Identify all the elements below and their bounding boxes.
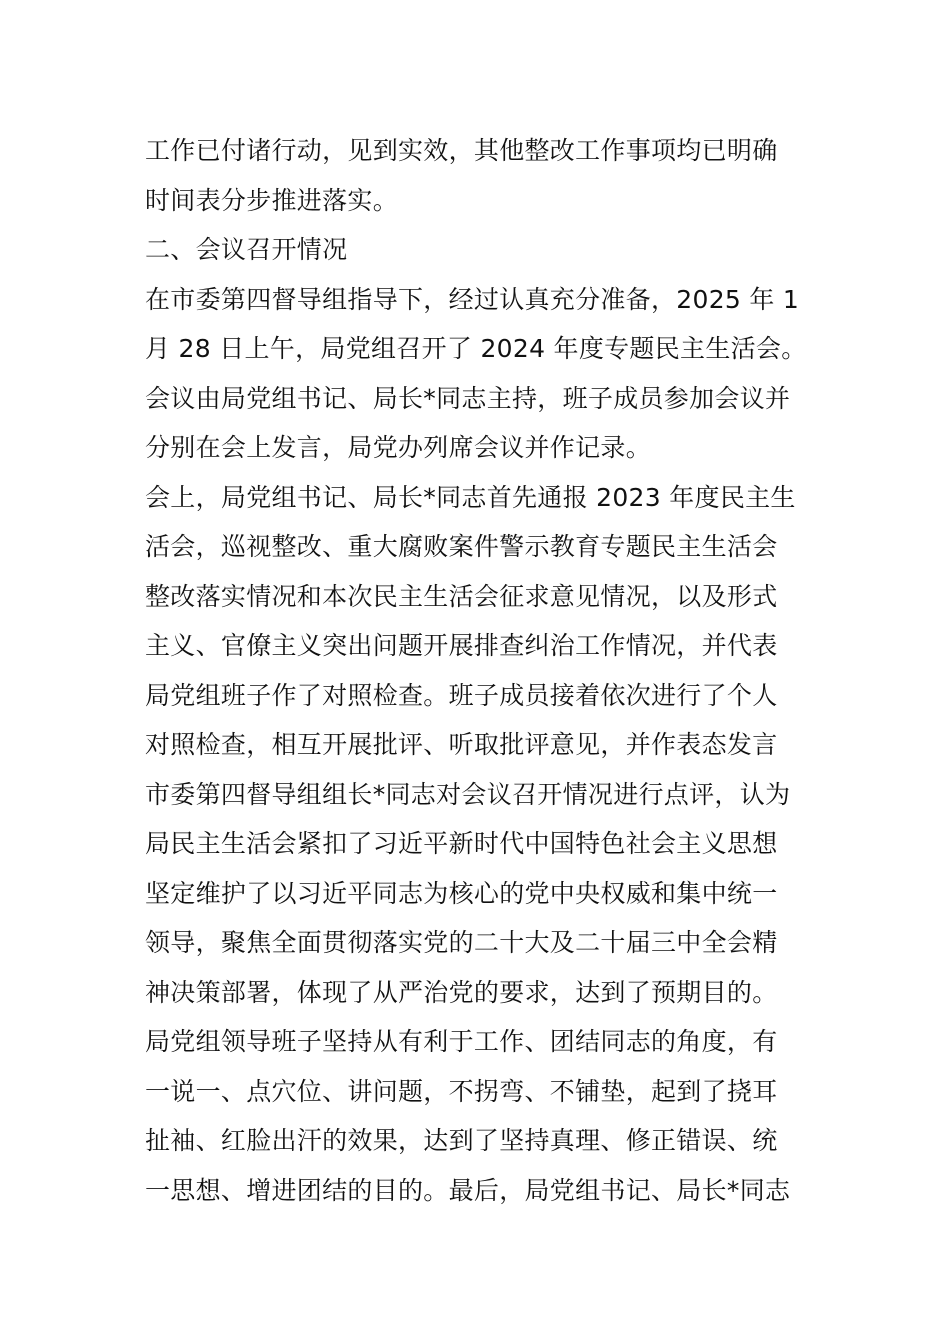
body-text xyxy=(145,126,815,1215)
text-line-19: 局党组领导班子坚持从有利于工作、团结同志的角度，有 xyxy=(145,1027,778,1056)
section-heading: 二、会议召开情况 xyxy=(145,235,348,264)
text-line-22: 一思想、增进团结的目的。最后，局党组书记、局长*同志 xyxy=(145,1175,791,1205)
text-line-15: 局民主生活会紧扣了习近平新时代中国特色社会主义思想 xyxy=(145,829,778,858)
text-line-18: 神决策部署，体现了从严治党的要求，达到了预期目的。 xyxy=(145,977,778,1007)
text-line-5: 月 28 日上午，局党组召开了 2024 年度专题民主生活会。 xyxy=(145,334,807,363)
text-line-11: 主义、官僚主义突出问题开展排查纠治工作情况，并代表 xyxy=(145,631,778,660)
text-line-4: 在市委第四督导组指导下，经过认真充分准备，2025 年 1 xyxy=(145,284,800,314)
text-line-6: 会议由局党组书记、局长*同志主持，班子成员参加会议并 xyxy=(145,383,791,413)
text-line-9: 活会，巡视整改、重大腐败案件警示教育专题民主生活会 xyxy=(145,532,778,561)
text-line-8: 会上，局党组书记、局长*同志首先通报 2023 年度民主生 xyxy=(145,482,796,512)
text-line-16: 坚定维护了以习近平同志为核心的党中央权威和集中统一 xyxy=(145,878,778,908)
text-line-13: 对照检查，相互开展批评、听取批评意见，并作表态发言 xyxy=(145,730,778,759)
text-line-2: 时间表分步推进落实。 xyxy=(145,185,399,215)
text-line-21: 扯袖、红脸出汗的效果，达到了坚持真理、修正错误、统 xyxy=(145,1126,778,1155)
text-line-10: 整改落实情况和本次民主生活会征求意见情况，以及形式 xyxy=(145,581,778,611)
text-line-14: 市委第四督导组组长*同志对会议召开情况进行点评，认为 xyxy=(145,779,791,809)
text-line-7: 分别在会上发言，局党办列席会议并作记录。 xyxy=(145,433,652,462)
text-line-20: 一说一、点穴位、讲问题，不拐弯、不铺垫，起到了挠耳 xyxy=(145,1076,778,1106)
text-line-1: 工作已付诸行动，见到实效，其他整改工作事项均已明确 xyxy=(145,136,778,165)
text-line-12: 局党组班子作了对照检查。班子成员接着依次进行了个人 xyxy=(145,680,778,710)
text-line-17: 领导，聚焦全面贯彻落实党的二十大及二十届三中全会精 xyxy=(145,928,778,957)
